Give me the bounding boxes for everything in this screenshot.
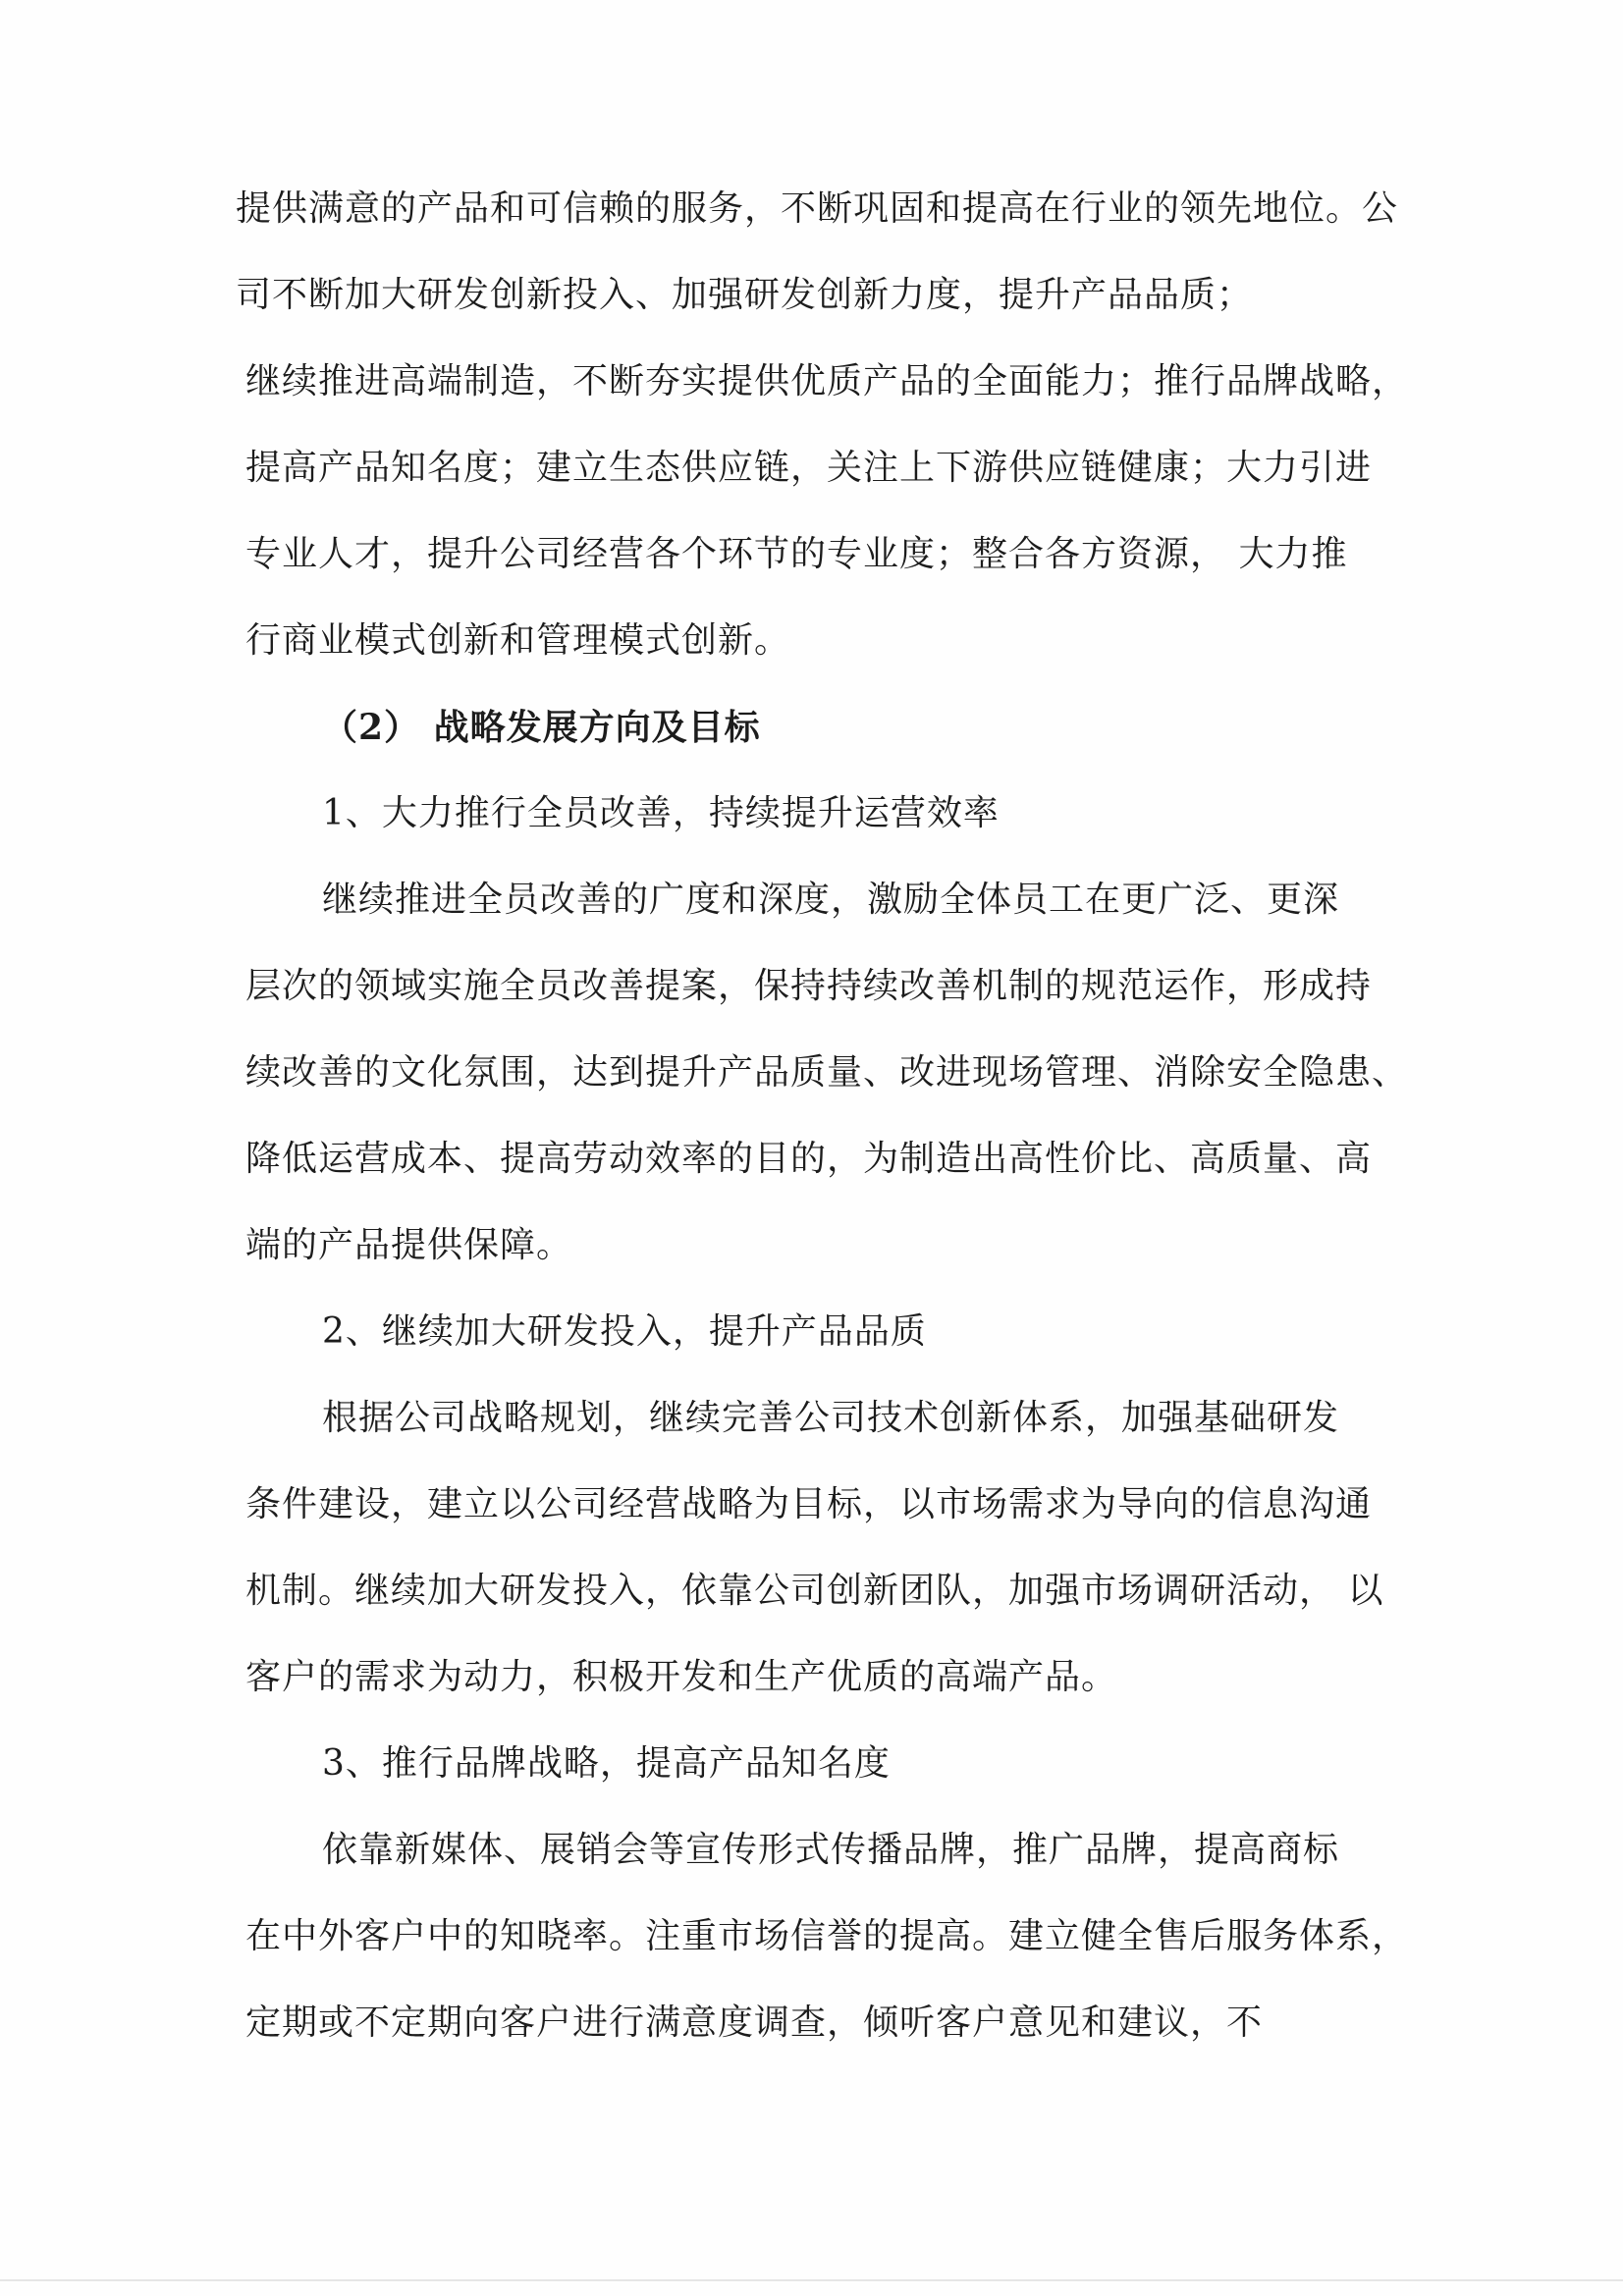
text-line: 条件建设，建立以公司经营战略为目标，以市场需求为导向的信息沟通 xyxy=(245,1484,1373,1524)
text-line: 层次的领域实施全员改善提案，保持持续改善机制的规范运作，形成持 xyxy=(245,966,1373,1006)
scan-edge xyxy=(0,2279,1623,2281)
text-line: 继续推进全员改善的广度和深度，激励全体员工在更广泛、更深 xyxy=(322,880,1340,920)
text-line: 在中外客户中的知晓率。注重市场信誉的提高。建立健全售后服务体系， xyxy=(245,1916,1409,1956)
text-line: 提高产品知名度；建立生态供应链，关注上下游供应链健康；大力引进 xyxy=(245,448,1373,488)
text-line: 提供满意的产品和可信赖的服务，不断巩固和提高在行业的领先地位。公 xyxy=(236,188,1399,229)
text-line: 续改善的文化氛围，达到提升产品质量、改进现场管理、消除安全隐患、 xyxy=(245,1052,1409,1093)
text-line: 客户的需求为动力，积极开发和生产优质的高端产品。 xyxy=(245,1657,1118,1697)
text-line: 端的产品提供保障。 xyxy=(245,1225,573,1265)
text-line: 根据公司战略规划，继续完善公司技术创新体系，加强基础研发 xyxy=(322,1398,1340,1438)
subsection-heading: 3、推行品牌战略，提高产品知名度 xyxy=(322,1743,891,1784)
subsection-heading: 2、继续加大研发投入，提升产品品质 xyxy=(322,1311,927,1352)
text-line: 机制。继续加大研发投入，依靠公司创新团队，加强市场调研活动， 以 xyxy=(245,1571,1384,1611)
text-line: 定期或不定期向客户进行满意度调查，倾听客户意见和建议，不 xyxy=(245,2002,1264,2043)
subsection-heading: 1、大力推行全员改善，持续提升运营效率 xyxy=(322,793,1000,833)
text-line: 继续推进高端制造，不断夯实提供优质产品的全面能力；推行品牌战略， xyxy=(245,361,1409,401)
text-line: 专业人才，提升公司经营各个环节的专业度；整合各方资源， 大力推 xyxy=(245,534,1348,574)
text-line: 行商业模式创新和管理模式创新。 xyxy=(245,620,791,661)
text-line: 依靠新媒体、展销会等宣传形式传播品牌，推广品牌，提高商标 xyxy=(322,1830,1340,1870)
text-line: 降低运营成本、提高劳动效率的目的，为制造出高性价比、高质量、高 xyxy=(245,1139,1373,1179)
section-heading: （2） 战略发展方向及目标 xyxy=(322,707,761,748)
text-line: 司不断加大研发创新投入、加强研发创新力度，提升产品品质； xyxy=(236,275,1254,315)
